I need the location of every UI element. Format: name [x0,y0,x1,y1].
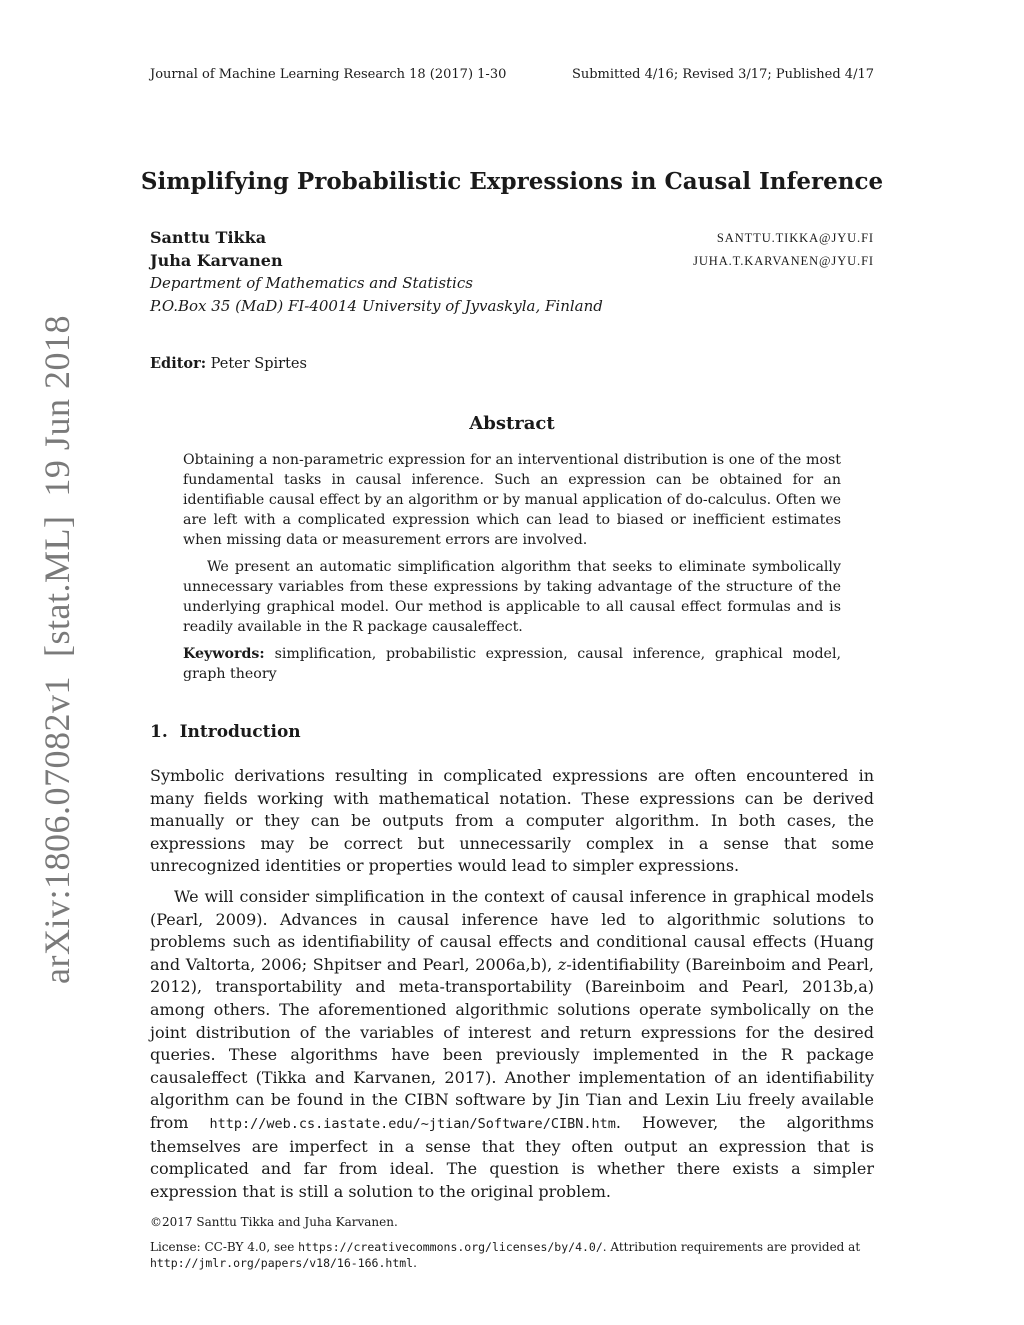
license-text: License: CC-BY 4.0, see [150,1240,299,1254]
intro-text: -identifiability (Bareinboim and Pearl, 2012), transportability and meta-transportability (Bareinboim and Pearl, 2013b,a) among others. The aforementioned algorithmic solutions operate symbolically on the joint distribution of the variables of interest and return expressions for the desired queries. These algorithms have been previously implemented in the R package causaleffect (Tikka and Karvanen, 2017). Another implementation of an identifiability algorithm can be found in the CIBN software by Jin Tian and Lexin Liu freely available from [150,954,874,1132]
license-text: . Attribution requirements are provided at [602,1240,861,1254]
intro-paragraph [150,886,874,1203]
abstract-paragraph: Obtaining a non-parametric expression for an interventional distribution is one of the most fundamental tasks in causal inference. Such an expression can be obtained for an identifiable causal effect by an algorithm or by manual application of do-calculus. Often we are left with a complicated expression which can lead to biased or inefficient estimates when missing data or measurement errors are involved. [183,452,841,548]
affiliation-dept: Department of Mathematics and Statistics [150,274,473,292]
author-email: SANTTU.TIKKA@JYU.FI [716,231,874,245]
author-name: Juha Karvanen [150,251,283,270]
keywords [183,644,841,684]
abstract-body [183,450,841,691]
author-name: Santtu Tikka [150,228,267,247]
section-number: 1. [150,722,168,742]
section-heading [150,722,301,742]
arxiv-stamp: arXiv:1806.07082v1 [stat.ML] 19 Jun 2018 [37,315,77,984]
attribution-url-link[interactable]: http://jmlr.org/papers/v18/16-166.html [150,1256,414,1270]
paper-title: Simplifying Probabilistic Expressions in Causal Inference [140,168,884,195]
keywords-label: Keywords: [183,646,265,662]
intro-body [150,765,874,1211]
copyright: ©2017 Santtu Tikka and Juha Karvanen. [150,1215,398,1229]
math-var: z [557,954,567,974]
intro-text: We will consider simplification in the context of causal inference in graphical models (Pearl, 2009). Advances in causal inference have led to algorithmic solutions to problems such as identifiability of causal effects and conditional causal effects (Huang and Valtorta, 2006; Shpitser and Pearl, 2006a,b), [150,886,874,974]
intro-paragraph: Symbolic derivations resulting in complicated expressions are often encountered in many fields working with mathematical notation. These expressions can be derived manually or they can be outputs from a computer algorithm. In both cases, the expressions may be correct but unnecessarily complex in a sense that some unrecognized identities or properties would lead to simpler expressions. [150,766,874,876]
license-url-link[interactable]: https://creativecommons.org/licenses/by/4.0/ [298,1240,603,1254]
intro-text: . However, the algorithms themselves are imperfect in a sense that they often output an expression that is complicated and far from ideal. The question is whether there exists a simpler expression that is still a solution to the original problem. [150,1112,874,1201]
editor-label: Editor: [150,355,207,372]
abstract-paragraph: We present an automatic simplification algorithm that seeks to eliminate symbolically unnecessary variables from these expressions by taking advantage of the structure of the underlying graphical model. Our method is applicable to all causal effect formulas and is readily available in the R package causaleffect. [183,559,841,635]
abstract-heading: Abstract [469,413,555,434]
journal-header: Journal of Machine Learning Research 18 (2017) 1-30 [150,67,507,82]
author-email: JUHA.T.KARVANEN@JYU.FI [693,254,874,268]
editor-line [150,355,307,372]
submission-dates: Submitted 4/16; Revised 3/17; Published 4/17 [571,67,874,82]
cibn-url-link[interactable]: http://web.cs.iastate.edu/~jtian/Software/CIBN.htm [209,1115,616,1132]
license-text: . [413,1256,417,1270]
editor-name: Peter Spirtes [210,356,307,372]
affiliation-address: P.O.Box 35 (MaD) FI-40014 University of Jyvaskyla, Finland [150,297,603,315]
license-note [150,1239,874,1271]
keywords-list: simplification, probabilistic expression, causal inference, graphical model, graph theory [183,646,841,682]
section-title: Introduction [179,722,301,742]
